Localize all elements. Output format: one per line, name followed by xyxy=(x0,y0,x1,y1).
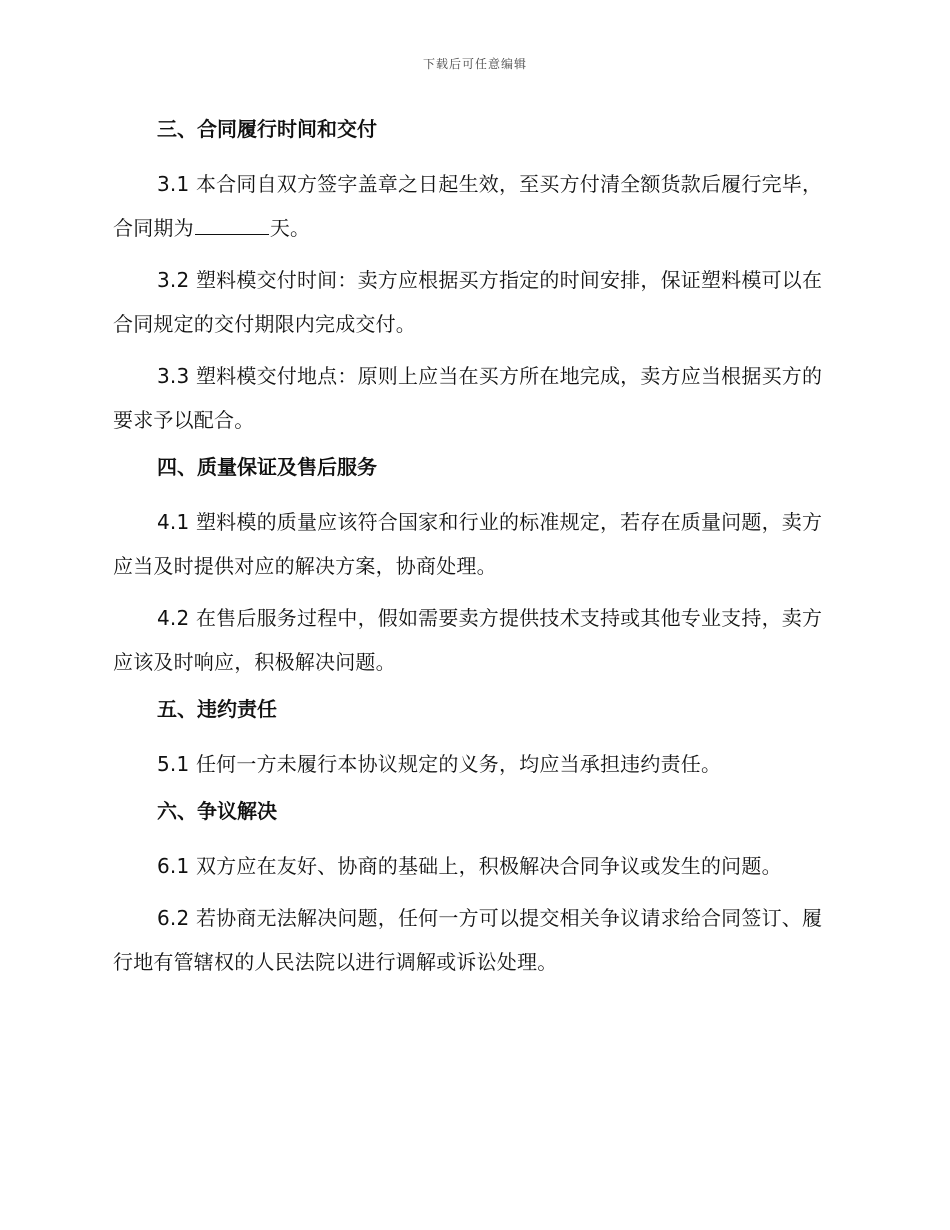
clause-6-1: 6.1 双方应在友好、协商的基础上，积极解决合同争议或发生的问题。 xyxy=(157,854,782,878)
page-header-note: 下载后可任意编辑 xyxy=(422,57,527,71)
clause-3-3: 3.3 塑料模交付地点：原则上应当在买方所在地完成，卖方应当根据买方的要求予以配合。 xyxy=(113,364,823,432)
clause-3-1-text: 3.1 本合同自双方签字盖章之日起生效，至买方付清全额货款后履行完毕，合同期为 xyxy=(113,172,823,240)
section-heading-3: 三、合同履行时间和交付 xyxy=(157,117,377,141)
contract-period-blank xyxy=(195,216,269,235)
section-heading-4: 四、质量保证及售后服务 xyxy=(157,455,377,479)
section-heading-6: 六、争议解决 xyxy=(157,799,277,823)
clause-3-1 xyxy=(113,162,825,250)
clause-3-2: 3.2 塑料模交付时间：卖方应根据买方指定的时间安排，保证塑料模可以在合同规定的交付期限内完成交付。 xyxy=(113,268,823,336)
clause-5-1: 5.1 任何一方未履行本协议规定的义务，均应当承担违约责任。 xyxy=(157,752,722,776)
clause-6-2: 6.2 若协商无法解决问题，任何一方可以提交相关争议请求给合同签订、履行地有管辖权的人民法院以进行调解或诉讼处理。 xyxy=(113,906,823,974)
clause-4-1: 4.1 塑料模的质量应该符合国家和行业的标准规定，若存在质量问题，卖方应当及时提供对应的解决方案，协商处理。 xyxy=(113,510,823,578)
clause-3-1-suffix: 天。 xyxy=(269,216,311,240)
clause-4-2: 4.2 在售后服务过程中，假如需要卖方提供技术支持或其他专业支持，卖方应该及时响应，积极解决问题。 xyxy=(113,606,823,674)
section-heading-5: 五、违约责任 xyxy=(157,697,277,721)
document-body xyxy=(113,112,825,992)
